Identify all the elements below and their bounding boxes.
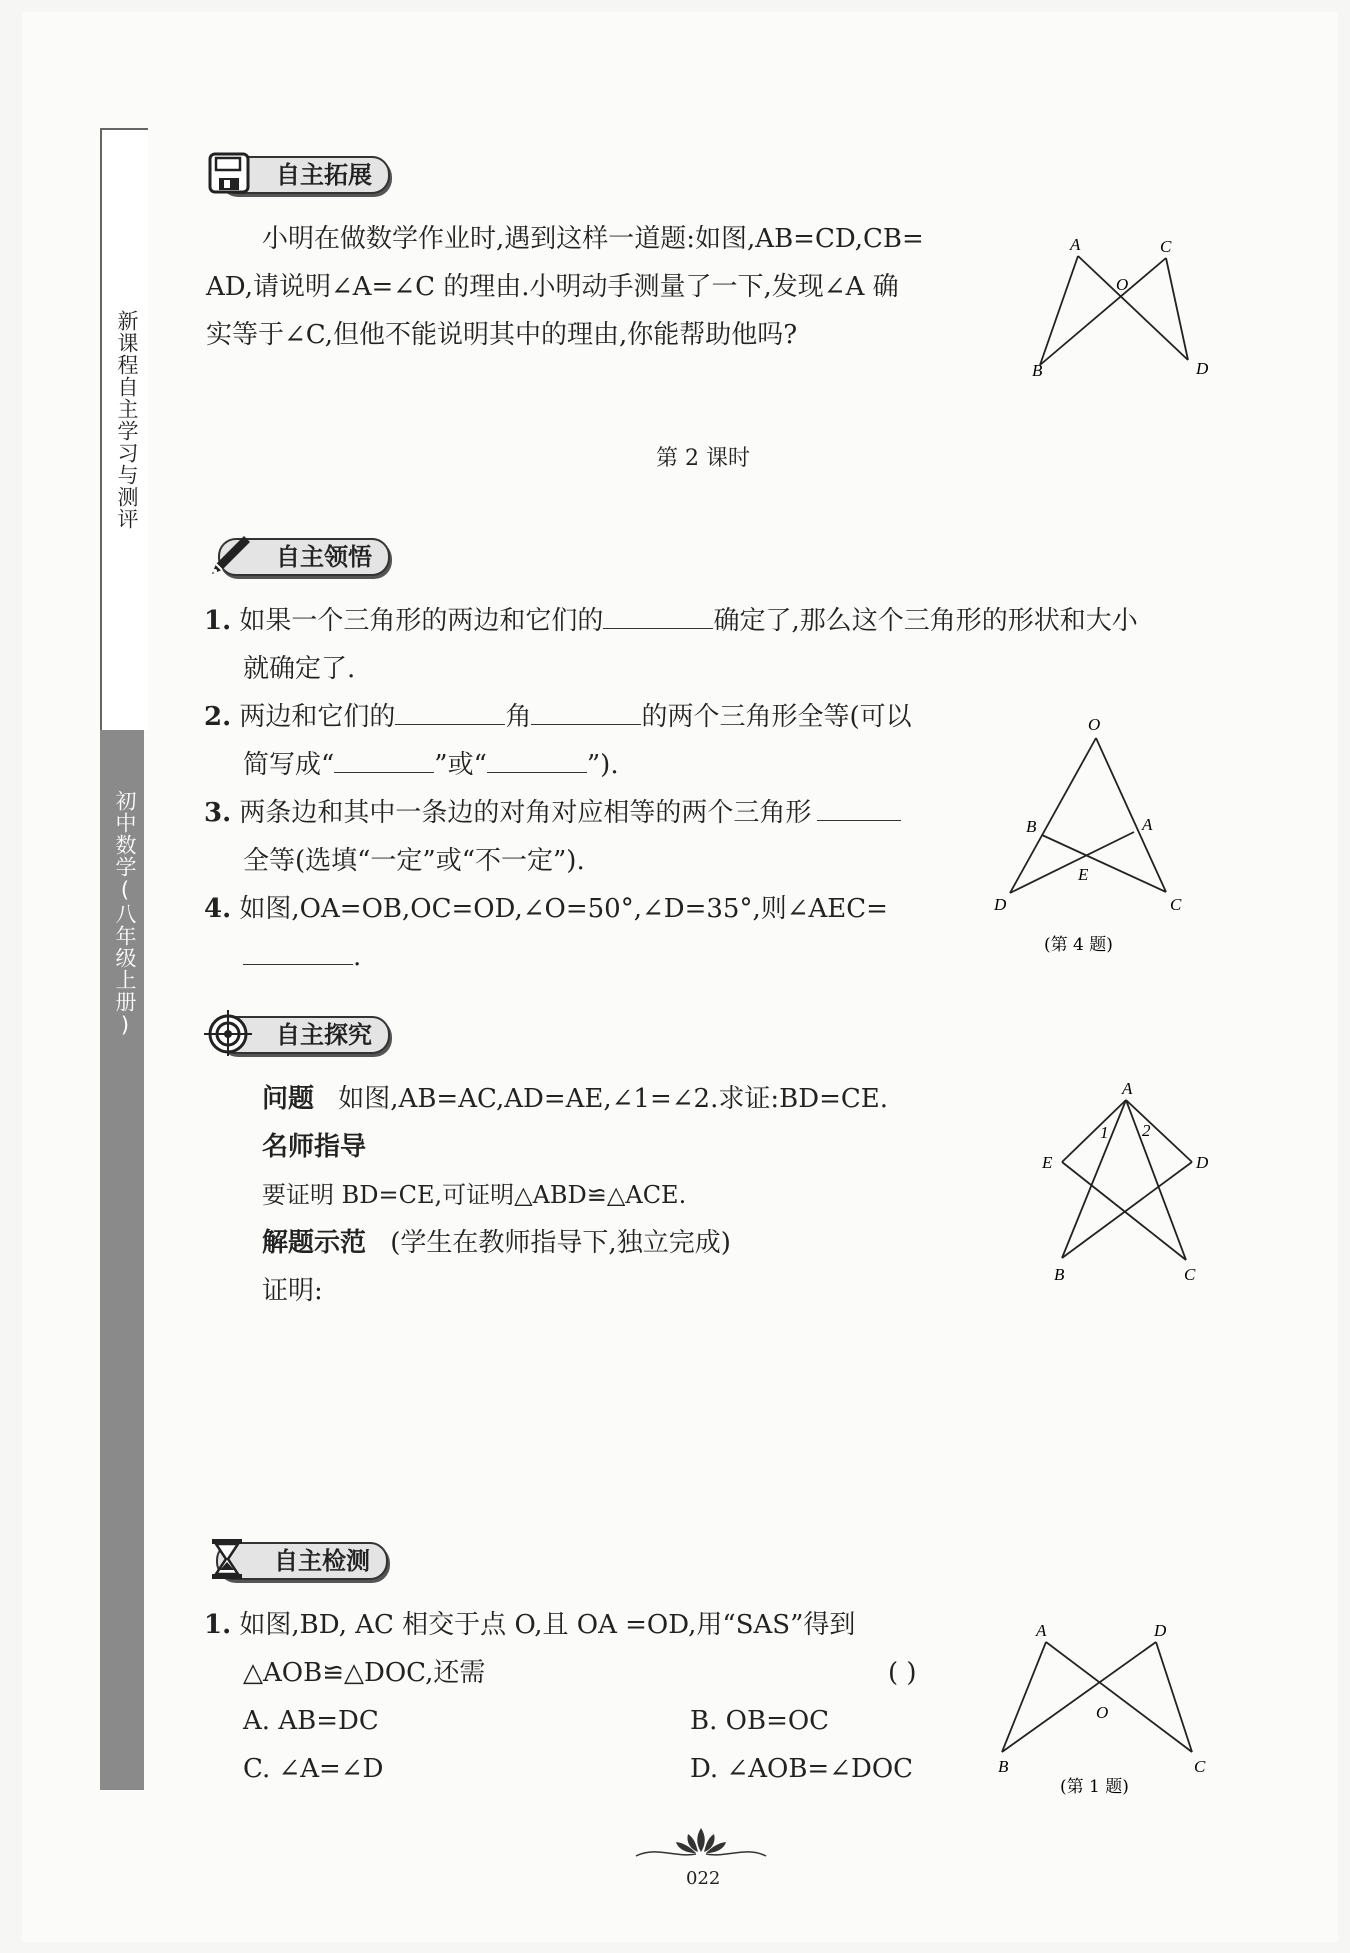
q4-text-a: 如图,OA=OB,OC=OD,∠O=50°,∠D=35°,则∠AEC= — [239, 894, 888, 924]
q1-text-a: 如果一个三角形的两边和它们的 — [239, 606, 604, 636]
label-c: C — [1170, 895, 1182, 914]
floppy-disk-icon — [204, 150, 254, 196]
label-d: D — [1196, 359, 1209, 378]
figure-question-4 — [984, 708, 1204, 968]
proof-answer-area[interactable] — [262, 1320, 1002, 1520]
q-number: 1. — [204, 1610, 232, 1640]
q2-blank-2[interactable] — [531, 700, 641, 725]
label-c: C — [1194, 1757, 1206, 1776]
lesson-heading: 第 2 课时 — [656, 446, 750, 471]
label-d: D — [1196, 1153, 1209, 1172]
understanding-q2-line2 — [243, 748, 619, 782]
figure-test-1 — [990, 1614, 1220, 1804]
q4-text-b: . — [353, 942, 362, 972]
label-a: A — [1122, 1079, 1133, 1098]
option-text: AB=DC — [278, 1706, 379, 1736]
label-d: D — [1154, 1621, 1167, 1640]
understanding-q2-line1 — [204, 700, 912, 734]
section-title: 自主检测 — [216, 1542, 388, 1580]
figure-caption: (第 4 题) — [1044, 935, 1113, 955]
figure-explore — [1032, 1078, 1222, 1298]
section-title: 自主领悟 — [218, 538, 390, 576]
label-b: B — [998, 1757, 1009, 1776]
understanding-q1-line1 — [204, 604, 1138, 638]
section-title: 自主探究 — [218, 1016, 390, 1054]
extension-line-2: AD,请说明∠A=∠C 的理由.小明动手测量了一下,发现∠A 确 — [206, 272, 899, 302]
option-key: A. — [243, 1706, 271, 1736]
q1-text-a: 如图,BD, AC 相交于点 O,且 OA =OD,用“SAS”得到 — [239, 1610, 856, 1640]
label-o: O — [1096, 1703, 1109, 1722]
target-icon — [204, 1010, 254, 1056]
guide-text: 要证明 BD=CE,可证明△ABD≌△ACE. — [262, 1181, 687, 1209]
section-header-extension — [204, 150, 424, 194]
q-number: 4. — [204, 894, 232, 924]
q1-text-b: 确定了,那么这个三角形的形状和大小 — [713, 606, 1138, 636]
q2-blank-4[interactable] — [487, 748, 587, 773]
label-c: C — [1184, 1265, 1196, 1284]
problem-label: 问题 — [262, 1084, 315, 1114]
label-a: A — [1142, 815, 1153, 834]
q-number: 1. — [204, 606, 232, 636]
hourglass-icon — [202, 1536, 252, 1582]
page-number: 022 — [686, 1868, 721, 1889]
label-angle-2: 2 — [1142, 1121, 1151, 1140]
option-d[interactable] — [690, 1752, 913, 1786]
option-key: D. — [690, 1754, 719, 1784]
q2-text-b: 角 — [505, 702, 532, 732]
proof-label: 证明: — [262, 1276, 323, 1306]
q2-text-d: 简写成“ — [243, 750, 335, 780]
q3-blank[interactable] — [817, 796, 901, 821]
test-q1-line1 — [204, 1608, 855, 1642]
q4-blank[interactable] — [243, 940, 353, 965]
q-number: 3. — [204, 798, 232, 828]
q2-text-c: 的两个三角形全等(可以 — [641, 702, 912, 732]
option-a[interactable] — [243, 1704, 379, 1738]
demo-line — [262, 1226, 731, 1260]
option-text: OB=OC — [725, 1706, 830, 1736]
pen-icon — [204, 532, 254, 578]
demo-text: (学生在教师指导下,独立完成) — [390, 1228, 731, 1258]
leaf-ornament-icon — [626, 1822, 776, 1862]
understanding-q3-line1 — [204, 796, 901, 830]
label-o: O — [1088, 715, 1101, 734]
q2-blank-3[interactable] — [334, 748, 434, 773]
q-number: 2. — [204, 702, 232, 732]
figure-bowtie-abcd — [1020, 228, 1240, 388]
option-key: C. — [243, 1754, 271, 1784]
label-a: A — [1070, 235, 1081, 254]
option-text: ∠AOB=∠DOC — [726, 1754, 914, 1784]
series-title: 新课程自主学习与测评 — [115, 310, 139, 530]
extension-line-3: 实等于∠C,但他不能说明其中的理由,你能帮助他吗? — [206, 320, 798, 350]
option-text: ∠A=∠D — [278, 1754, 384, 1784]
understanding-q4-line1 — [204, 892, 888, 926]
label-c: C — [1160, 237, 1172, 256]
q2-text-a: 两边和它们的 — [239, 702, 396, 732]
label-angle-1: 1 — [1100, 1123, 1109, 1142]
label-a: A — [1036, 1621, 1047, 1640]
label-d: D — [994, 895, 1007, 914]
q2-text-f: ”). — [586, 750, 619, 780]
q3-text-a: 两条边和其中一条边的对角对应相等的两个三角形 — [239, 798, 812, 828]
label-b: B — [1054, 1265, 1065, 1284]
book-title: 初中数学(八年级上册) — [113, 790, 137, 1038]
q2-blank-1[interactable] — [395, 700, 505, 725]
label-o: O — [1116, 275, 1129, 294]
label-b: B — [1026, 817, 1037, 836]
q2-text-e: ”或“ — [434, 750, 487, 780]
section-title: 自主拓展 — [218, 156, 390, 194]
option-b[interactable] — [690, 1704, 829, 1738]
section-header-understanding — [204, 532, 424, 576]
demo-label: 解题示范 — [262, 1228, 367, 1258]
q1-blank[interactable] — [603, 604, 713, 629]
test-q1-line2: △AOB≌△DOC,还需 — [243, 1658, 486, 1688]
figure-caption: (第 1 题) — [1060, 1777, 1129, 1797]
section-header-explore — [204, 1010, 424, 1054]
understanding-q4-line2 — [243, 940, 361, 974]
extension-line-1: 小明在做数学作业时,遇到这样一道题:如图,AB=CD,CB= — [262, 224, 924, 254]
option-c[interactable] — [243, 1752, 383, 1786]
explore-problem — [262, 1082, 888, 1116]
understanding-q1-line2: 就确定了. — [243, 654, 356, 684]
label-e: E — [1078, 865, 1089, 884]
label-e: E — [1042, 1153, 1053, 1172]
section-header-test — [202, 1536, 422, 1580]
understanding-q3-line2: 全等(选填“一定”或“不一定”). — [243, 846, 585, 876]
option-key: B. — [690, 1706, 718, 1736]
guide-label: 名师指导 — [262, 1132, 367, 1162]
problem-text: 如图,AB=AC,AD=AE,∠1=∠2.求证:BD=CE. — [338, 1084, 888, 1114]
label-b: B — [1032, 361, 1043, 380]
answer-paren[interactable]: ( ) — [888, 1658, 917, 1688]
